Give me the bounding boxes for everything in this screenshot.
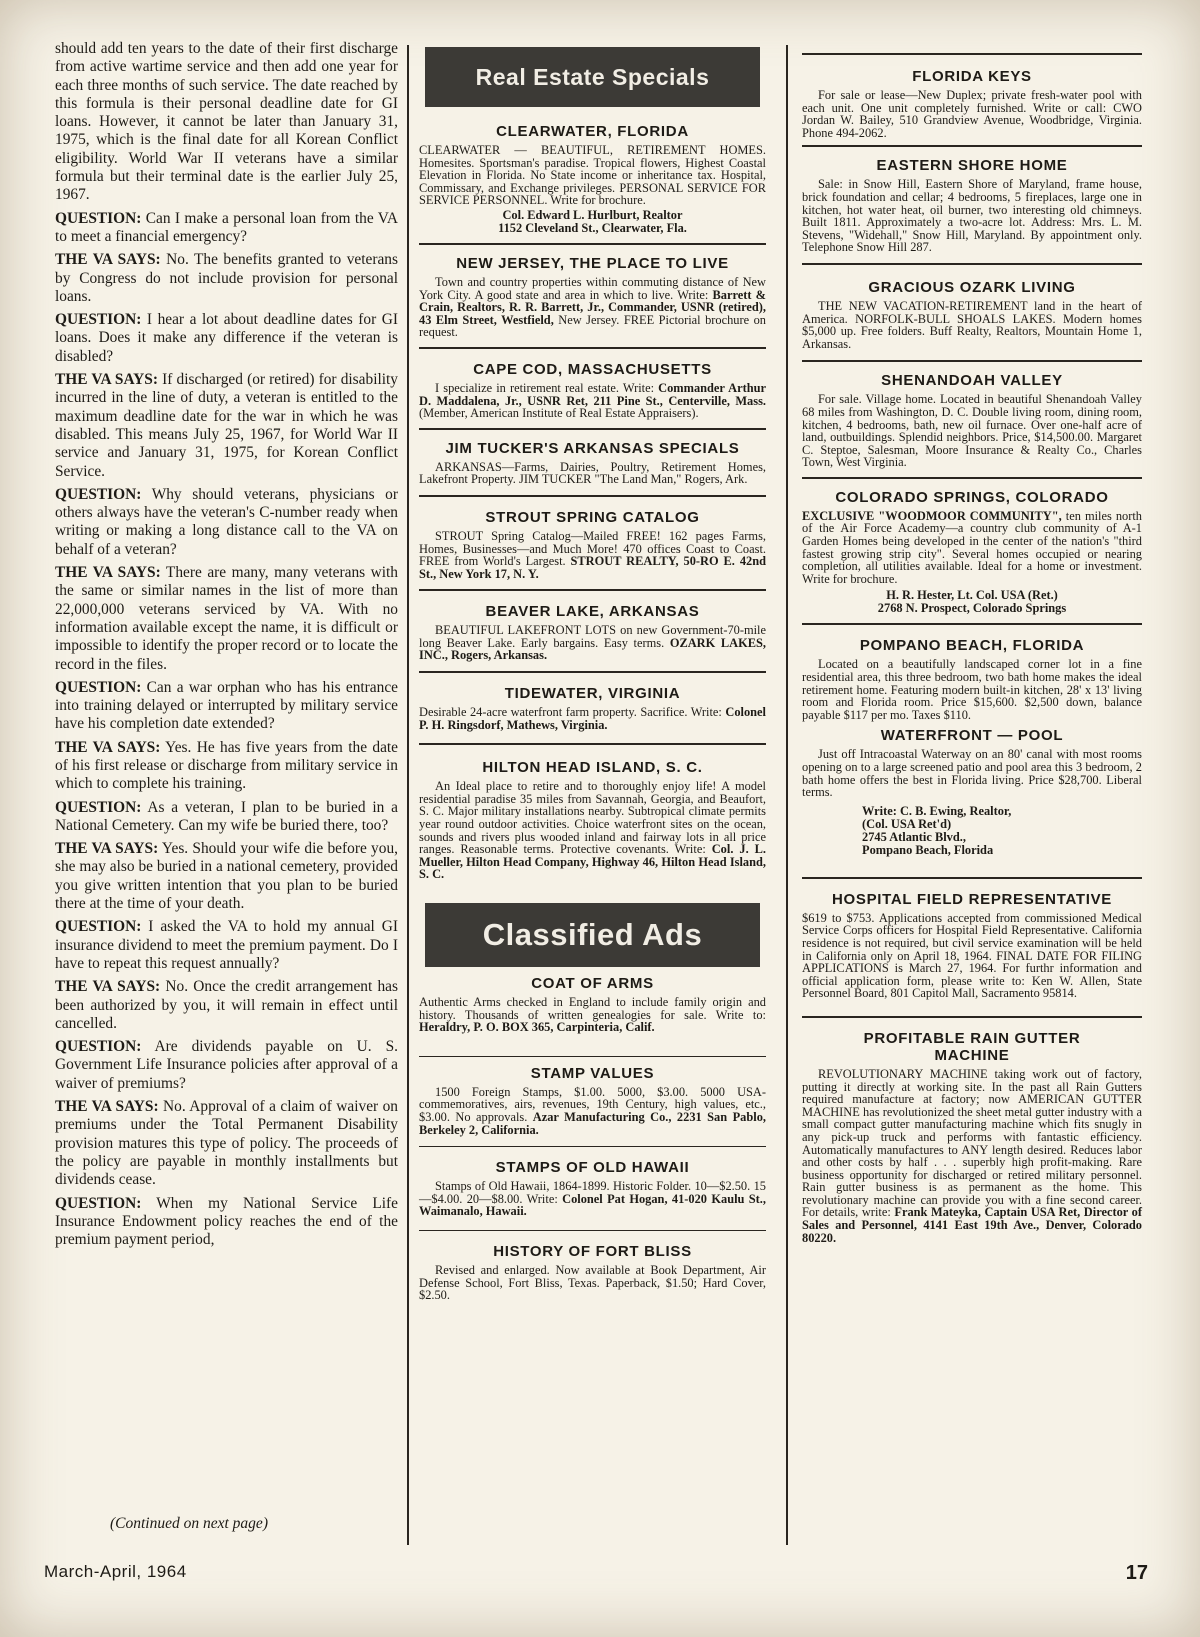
continued-note: (Continued on next page) [110, 1515, 268, 1532]
ad-body: CLEARWATER — BEAUTIFUL, RETIREMENT HOMES. Homesites. Sportsman's paradise. Tropical flowers, Highest Coastal Elevation in Florida. No State income or inheritance tax. Hospital, Commissary, and Exchange privileges. PERSONAL SERVICE FOR SERVICE PERSONNEL. Write for brochure. [419, 143, 766, 208]
listings-column [802, 53, 1142, 1244]
ad-text: ten miles north of the Air Force Academy—a country club community of A-1 Garden Homes being developed in the center of the nation's "third fastest growing strip city". Several homes occupied or nearing completion, all utilities available. Ideal for a home or investment. Write for brochure. [802, 508, 1142, 586]
ad-title: HOSPITAL FIELD REPRESENTATIVE [831, 890, 1113, 908]
ad-contact: Barrett & Crain, Realtors, R. R. Barrett, Jr., Commander, USNR (retired), 43 Elm Street, Westfield, [419, 287, 766, 327]
ad-ozark [802, 279, 1142, 350]
ad-contact: Azar Manufacturing Co., 2231 San Pablo, Berkeley 2, California. [419, 1109, 766, 1137]
qa-answer [55, 371, 398, 481]
ad-divider [419, 428, 766, 430]
question-text: When my National Service Life Insurance Endowment policy reaches the end of the premium payment period, [55, 1194, 398, 1249]
ad-text: I specialize in retirement real estate. Write: [435, 380, 659, 395]
ad-contact: Col. J. L. Mueller, Hilton Head Company, Highway 46, Hilton Head Island, S. C. [419, 842, 766, 882]
ad-divider [802, 263, 1142, 265]
ad-body: Located on a beautifully landscaped corner lot in a fine residential area, this three bedroom, two bath home makes the ideal retirement home. Featuring modern built-in kitchen, 28' x 13' living room and Florida room. Price $15,600. $2,500 down, balance payable $117 per mo. Taxes $110. [802, 657, 1142, 722]
answer-text: No. The benefits granted to veterans by Congress do not include provision for personal loans. [55, 251, 398, 305]
answer-text: Yes. He has five years from the date of his first release or discharge from military service in which to complete his training. [55, 738, 399, 793]
ad-hospital-field-rep [802, 891, 1142, 1000]
ad-divider [419, 495, 766, 497]
ad-title: STAMPS OF OLD HAWAII [495, 1159, 690, 1177]
ad-signature: 2745 Atlantic Blvd., [862, 829, 966, 844]
answer-label: THE VA SAYS: [55, 564, 161, 582]
ad-divider [419, 589, 766, 591]
ad-stamps-hawaii [419, 1159, 766, 1218]
qa-question [55, 918, 398, 973]
ad-contact: STROUT REALTY, 50-RO E. 42nd St., New York 17, N. Y. [419, 554, 766, 581]
ad-text: Desirable 24-acre waterfront farm property. Sacrifice. Write: [419, 705, 726, 720]
ad-text: STROUT Spring Catalog—Mailed FREE! 162 pages Farms, Homes, Businesses—and Much More! 470 offices Coast to Coast. FREE from World's Largest. [419, 528, 766, 569]
ad-coat-of-arms [419, 975, 766, 1034]
qa-question [55, 679, 398, 734]
ad-title: COLORADO SPRINGS, COLORADO [835, 488, 1109, 506]
ad-cape-cod [419, 361, 766, 420]
ad-text: Town and country properties within commuting distance of New York City. A good state and area in which to live. Write: [419, 274, 766, 302]
ad-strout-catalog [419, 509, 766, 580]
question-text: Can I make a personal loan from the VA to meet a financial emergency? [55, 209, 398, 245]
ad-divider [802, 477, 1142, 479]
ad-signature: Pompano Beach, Florida [862, 842, 994, 857]
qa-answer [55, 840, 398, 913]
qa-answer [55, 739, 398, 794]
ad-text: REVOLUTIONARY MACHINE taking work out of factory, putting it directly at working site. In the past all Rain Gutters required manufacture at factory; now AMERICAN GUTTER MACHINE has revolutionized the sheet metal gutter industry with a small compact gutter manufacturing machine which fits snugly in any pick-up truck and performs with fantastic efficiency. Automatically manufactures to ANY length desired. Reduces labor and other costs by half . . . superbly high profit-making. Rare business opportunity for discharged or retired military personnel. Rain gutter business is as permanent as the home. This revolutionary machine can provide you with a fine second career. For details, write: [802, 1066, 1142, 1220]
ad-body [419, 382, 766, 420]
ad-body [802, 510, 1142, 586]
ad-body: ARKANSAS—Farms, Dairies, Poultry, Retirement Homes, Lakefront Property. JIM TUCKER "The Land Man," Rogers, Ark. [419, 459, 766, 487]
ad-body [419, 276, 766, 339]
ad-contact: Commander Arthur D. Maddalena, Jr., USNR Ret, 211 Pine St., Centerville, Mass. [419, 380, 766, 408]
ad-contact: Frank Mateyka, Captain USA Ret, Director of Sales and Personnel, 4141 East 19th Ave., Denver, Colorado 80220. [802, 1205, 1142, 1245]
question-label: QUESTION: [55, 311, 142, 329]
question-label: QUESTION: [55, 209, 142, 227]
qa-answer [55, 251, 398, 306]
question-label: QUESTION: [55, 678, 142, 696]
answer-label: THE VA SAYS: [55, 251, 161, 269]
ad-contact: OZARK LAKES, INC., Rogers, Arkansas. [419, 635, 766, 663]
ad-title: GRACIOUS OZARK LIVING [868, 278, 1076, 296]
ad-text: Stamps of Old Hawaii, 1864-1899. Historic Folder. 10—$2.50. 15—$4.00. 20—$8.00. Write: [419, 1179, 766, 1206]
ad-body [419, 624, 766, 662]
ad-text: An Ideal place to retire and to thoroughly enjoy life! A model residential paradise 35 miles from Savannah, Georgia, and Beaufort, S. C. Major military installations nearby. Subtropical climate permits year round outdoor activities. Choice waterfront sites on the ocean, sounds and rivers plus wooded inland and fairway lots in all price ranges. Reasonable terms. Protective covenants. Write: [419, 779, 766, 857]
ad-divider [419, 743, 766, 745]
answer-label: THE VA SAYS: [55, 978, 161, 996]
ad-eastern-shore [802, 157, 1142, 254]
ad-text: Authentic Arms checked in England to include family origin and history. Thousands of written genealogies for sale. Write to: [419, 995, 766, 1022]
ad-divider [802, 877, 1142, 879]
ad-divider [419, 1230, 766, 1231]
ad-contact: Colonel P. H. Ringsdorf, Mathews, Virginia. [419, 705, 766, 732]
ad-shenandoah [802, 372, 1142, 469]
ad-title: STROUT SPRING CATALOG [485, 508, 700, 526]
ad-body: THE NEW VACATION-RETIREMENT land in the heart of America. NORFOLK-BULL SHOALS LAKES. Modern homes $5,000 up. Free folders. Buff Realty, Realtors, Mountain Home 1, Arkansas. [802, 298, 1142, 351]
ad-divider [419, 671, 766, 673]
ad-rain-gutter [802, 1030, 1142, 1244]
ad-title: JIM TUCKER'S ARKANSAS SPECIALS [445, 439, 740, 457]
qa-answer [55, 1098, 398, 1189]
ad-body [419, 1180, 766, 1218]
qa-question [55, 311, 398, 366]
ad-body: Revised and enlarged. Now available at Book Department, Air Defense School, Fort Bliss, Texas. Paperback, $1.50; Hard Cover, $2.50. [419, 1262, 766, 1303]
qa-question [55, 210, 398, 247]
ad-body [419, 996, 766, 1034]
answer-text: No. Approval of a claim of waiver on premiums under the Total Permanent Disability provision matures this type of policy. The proceeds of the policy are payable in monthly installments but dividends cease. [55, 1098, 399, 1189]
question-label: QUESTION: [55, 918, 142, 936]
ad-body [419, 780, 766, 881]
question-text: Why should veterans, physicians or others always have the veteran's C-number ready when writing or making a long distance call to the VA on behalf of a veteran? [55, 485, 398, 558]
ad-tidewater [419, 685, 766, 731]
ad-signature: 1152 Cleveland St., Clearwater, Fla. [498, 220, 687, 235]
ad-signature: H. R. Hester, Lt. Col. USA (Ret.) [886, 588, 1058, 603]
real-estate-column [419, 47, 766, 1302]
qa-answer [55, 564, 398, 674]
ad-subtitle: WATERFRONT — POOL [880, 727, 1064, 745]
ad-divider [802, 623, 1142, 625]
ad-divider [802, 1016, 1142, 1018]
ad-text: (Member, American Institute of Real Estate Appraisers). [419, 406, 699, 421]
question-text: As a veteran, I plan to be buried in a National Cemetery. Can my wife be buried there, too? [55, 798, 398, 834]
ad-title: POMPANO BEACH, FLORIDA [859, 637, 1085, 655]
ad-contact: Colonel Pat Hogan, 41-020 Kaulu St., Waimanalo, Hawaii. [419, 1191, 766, 1219]
ad-arkansas-specials [419, 440, 766, 486]
ad-signature: Write: C. B. Ewing, Realtor, [862, 803, 1012, 818]
question-label: QUESTION: [55, 1038, 142, 1056]
ad-divider [419, 347, 766, 349]
answer-label: THE VA SAYS: [55, 371, 158, 389]
ad-body [419, 1086, 766, 1136]
ad-florida-keys [802, 68, 1142, 139]
ad-body: For sale. Village home. Located in beautiful Shenandoah Valley 68 miles from Washington, D. C. Double living room, dining room, kitchen, 4 bedrooms, bath, new oil furnace. Over one-half acre of land, outbuildings. Splendid neighbors. Price, $14,500.00. Margaret C. Steptoe, Salesman, Moore Insurance & Realty Co., Charles Town, West Virginia. [802, 392, 1142, 470]
ad-title: HISTORY OF FORT BLISS [493, 1242, 692, 1260]
ad-contact: Heraldry, P. O. BOX 365, Carpinteria, Calif. [419, 1020, 655, 1035]
ad-body [419, 706, 766, 731]
intro-paragraph: should add ten years to the date of their first discharge from active wartime service and then add one year for each three months of such service. The date reached by this formula is their personal deadline date for GI loans. However, it cannot be later than January 31, 1975, which is the final date for all Korean Conflict eligibility. World War II veterans have a similar formula but their terminal date is the earlier July 25, 1967. [55, 40, 398, 204]
question-text: I hear a lot about deadline dates for GI loans. Does it make any difference if the veteran is disabled? [55, 311, 398, 365]
ad-signature: Col. Edward L. Hurlburt, Realtor [502, 207, 683, 222]
ad-stamp-values [419, 1065, 766, 1136]
ad-colorado-springs [802, 489, 1142, 616]
column-divider [786, 45, 788, 1545]
ad-body: For sale or lease—New Duplex; private fresh-water pool with each unit. One unit completely furnished. Write or call: CWO Jordan W. Bailey, 510 Grandview Avenue, Woodbridge, Virginia. Phone 494-2062. [802, 88, 1142, 140]
ad-title: STAMP VALUES [530, 1064, 655, 1082]
ad-clearwater [419, 123, 766, 235]
ad-title: COAT OF ARMS [531, 975, 654, 992]
qa-question [55, 486, 398, 559]
answer-label: THE VA SAYS: [55, 1098, 159, 1116]
qa-question [55, 1195, 398, 1250]
ad-text: 1500 Foreign Stamps, $1.00. 5000, $3.00. 5000 USA-commemoratives, airs, revenues, 19th Century, high values, etc., $3.00. No approvals. [419, 1084, 766, 1124]
ad-title: FLORIDA KEYS [912, 68, 1032, 85]
answer-label: THE VA SAYS: [55, 840, 159, 858]
ad-divider [802, 360, 1142, 362]
answer-text: There are many, many veterans with the same or similar names in the list of more than 22,000,000 veterans serviced by VA. With no information available except the name, it is difficult or impossible to identify the proper record or to locate the record in the files. [55, 564, 399, 673]
issue-date: March-April, 1964 [44, 1562, 187, 1581]
answer-text: If discharged (or retired) for disability incurred in the line of duty, a veteran is entitled to the maximum deadline date for the war in which he was disabled. This means July 25, 1967, for World War II service and January 31, 1975, for Korean Conflict Service. [55, 371, 398, 480]
ad-pompano-beach [802, 637, 1142, 856]
ad-body [802, 1068, 1142, 1244]
ad-title: SHENANDOAH VALLEY [881, 372, 1063, 390]
ad-title: PROFITABLE RAIN GUTTER MACHINE [863, 1029, 1081, 1064]
ad-title: HILTON HEAD ISLAND, S. C. [482, 759, 703, 777]
ad-signature: (Col. USA Ret'd) [862, 816, 952, 831]
column-divider [407, 45, 409, 1545]
ad-new-jersey [419, 255, 766, 339]
ad-title: EASTERN SHORE HOME [876, 157, 1068, 175]
ad-divider [419, 1056, 766, 1057]
ad-body: Just off Intracoastal Waterway on an 80' canal with most rooms opening on to a large screened patio and pool area this 3 bedroom, 2 bath home offers the best in Florida living. Price $28,700. Liberal terms. [802, 747, 1142, 800]
real-estate-banner: Real Estate Specials [425, 47, 760, 107]
question-text: Can a war orphan who has his entrance into training delayed or interrupted by military service have his completion date extended? [55, 678, 398, 733]
question-label: QUESTION: [55, 485, 142, 503]
question-text: Are dividends payable on U. S. Government Life Insurance policies after approval of a waiver of premiums? [55, 1038, 398, 1092]
ad-divider [419, 1146, 766, 1147]
answer-text: Yes. Should your wife die before you, she may also be buried in a national cemetery, provided you give written intention that you plan to be buried there at the time of your death. [55, 840, 398, 913]
ad-hilton-head [419, 759, 766, 881]
ad-divider [802, 145, 1142, 147]
ad-body: $619 to $753. Applications accepted from commissioned Medical Service Corps officers for Hospital Field Representative. California residence is not required, but civil service examination will be held in California only on April 18, 1964. FINAL DATE FOR FILING APPLICATIONS is March 27, 1964. For furthr information and official application form, please write to: Ken W. Allen, State Personnel Board, 801 Capitol Mall, Sacramento 95814. [802, 910, 1142, 1001]
page-number: 17 [1125, 1562, 1148, 1584]
ad-body [419, 530, 766, 580]
ad-text: New Jersey. FREE Pictorial brochure on request. [419, 312, 766, 340]
question-label: QUESTION: [55, 798, 142, 816]
ad-signature: 2768 N. Prospect, Colorado Springs [877, 601, 1067, 616]
ad-title: NEW JERSEY, THE PLACE TO LIVE [456, 254, 729, 272]
question-label: QUESTION: [55, 1194, 142, 1212]
qa-column [55, 40, 398, 1254]
ad-divider [802, 53, 1142, 55]
ad-headline: EXCLUSIVE "WOODMOOR COMMUNITY", [802, 508, 1062, 523]
ad-title: TIDEWATER, VIRGINIA [504, 685, 681, 703]
ad-title: BEAVER LAKE, ARKANSAS [485, 603, 700, 621]
ad-title: CAPE COD, MASSACHUSETTS [473, 360, 712, 378]
ad-text: BEAUTIFUL LAKEFRONT LOTS on new Government-70-mile long Beaver Lake. Early bargains. Easy terms. [419, 623, 766, 650]
question-text: I asked the VA to hold my annual GI insurance dividend to meet the premium payment. Do I have to repeat this request annually? [55, 918, 398, 972]
answer-text: No. Once the credit arrangement has been authorized by you, it will remain in effect until cancelled. [55, 978, 399, 1032]
classified-ads-banner: Classified Ads [425, 903, 760, 967]
answer-label: THE VA SAYS: [55, 738, 161, 756]
ad-body: Sale: in Snow Hill, Eastern Shore of Maryland, frame house, brick foundation and cellar; 4 bedrooms, 5 fireplaces, large one in kitchen, hot water heat, oil burner, two interesting old chimneys. Built 1811. Approximately a two-acre lot. Address: Mrs. L. M. Stevens, "Widehall," Snow Hill, Maryland. By appointment only. Telephone Snow Hill 287. [802, 177, 1142, 255]
qa-question [55, 799, 398, 836]
qa-answer [55, 978, 398, 1033]
qa-question [55, 1038, 398, 1093]
ad-title: CLEARWATER, FLORIDA [496, 123, 689, 140]
ad-beaver-lake [419, 603, 766, 662]
ad-fort-bliss [419, 1243, 766, 1302]
ad-divider [419, 243, 766, 245]
